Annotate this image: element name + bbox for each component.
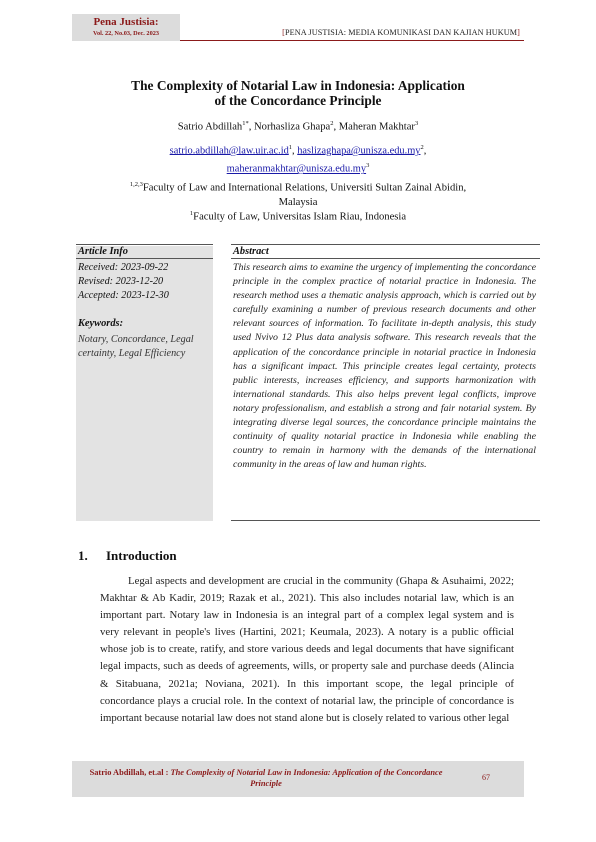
paper-title <box>80 78 516 108</box>
accepted-date: Accepted: 2023-12-30 <box>78 290 169 302</box>
abstract-sub-rule <box>231 258 540 259</box>
keywords-heading: Keywords: <box>78 318 124 329</box>
author-emails: $satrio.abdillah@law.uir.ac.id^1$, $haslizaghapa@unisza.edu.my^2$, $maheranmakhtar@unisza.edu.my^3$ <box>169 144 427 175</box>
section-number: 1. <box>78 548 88 563</box>
journal-badge <box>72 14 180 41</box>
abstract-text: This research aims to examine the urgency of implementing the concordance principle in the complex practice of notarial practice in Indonesia. The research method uses a thematic analysis approach, which is carried out by carefully examining a number of previous research documents and other relevant sources of information. To facilitate in-depth analysis, this study used Nvivo 12 Plus data analysis software. This research reveals that the application of the concordance principle in notarial practice in Indonesia has a significant impact. This principle creates legal certainty, protects public interests, increases efficiency, and supports harmonization with international standards. This also helps prevent legal conflicts, improve notary professionalism, and establish a strong and fair notarial system. By integrating diverse legal sources, the concordance principle maintains the continuity of quality notarial practice in Indonesia while enabling the country to remain in harmony with the demands of the international community in the areas of law and human rights. <box>233 262 536 471</box>
article-info-heading: Article Info <box>78 246 128 257</box>
email-link-3[interactable]: maheranmakhtar@unisza.edu.my <box>226 163 367 175</box>
received-date: Received: 2023-09-22 <box>78 262 169 273</box>
volume-info: Vol. 22, No.03, Dec. 2023 <box>92 30 160 37</box>
paper-title-line-2: of the Concordance Principle <box>214 93 382 108</box>
page-footer <box>72 761 524 797</box>
intro-paragraph: Legal aspects and development are crucial in the community (Ghapa & Asuhaimi, 2022; Makhtar & Ab Kadir, 2019; Razak et al., 2021). This also includes notarial law, which is an important part. Notary law in Indonesia is an integral part of a complex legal system and is very relevant in people's lives (Hartini, 2021; Keumala, 2023). A notary is a public official whose job is to create, ratify, and store various deeds and legal documents that have significant legal impacts, such as deeds of agreements, wills, or property sale and purchase deeds (Alincia & Sitabuana, 2021a; Noviana, 2021). In this important scope, the legal principle of concordance plays a crucial role. In the context of notarial law, the principle of concordance is important because notarial law does not stand alone but is closely related to various other legal <box>100 575 514 724</box>
keywords-list: Notary, Concordance, Legal certainty, Legal Efficiency <box>78 334 194 360</box>
footer-title: The Complexity of Notarial Law in Indonesia: Application of the Concordance Principle <box>170 768 443 788</box>
article-info-top-rule <box>76 244 213 245</box>
article-dates <box>78 261 169 304</box>
paper-title-line-1: The Complexity of Notarial Law in Indonesia: Application <box>131 78 465 93</box>
author-list: Satrio Abdillah$^{1*}$, Norhasliza Ghapa$^2$, Maheran Makhtar$^3$ <box>177 120 419 133</box>
footer-authors: Satrio Abdillah, et.al : <box>89 768 169 777</box>
revised-date: Revised: 2023-12-20 <box>78 276 164 288</box>
email-link-1[interactable]: satrio.abdillah@law.uir.ac.id <box>169 145 289 157</box>
running-title: [PENA JUSTISIA: MEDIA KOMUNIKASI DAN KAJIAN HUKUM] <box>282 28 520 37</box>
footer-citation <box>80 767 452 789</box>
abstract-top-rule <box>231 244 540 245</box>
email-link-2[interactable]: haslizaghapa@unisza.edu.my <box>297 145 421 157</box>
section-title: Introduction <box>106 548 177 563</box>
running-title-text: PENA JUSTISIA: MEDIA KOMUNIKASI DAN KAJIAN HUKUM <box>284 28 518 37</box>
section-heading <box>78 548 177 564</box>
article-info-sub-rule <box>76 258 213 259</box>
header-rule <box>180 40 524 41</box>
journal-name: Pena Justisia: <box>93 16 159 28</box>
affiliation-2: $^1$Faculty of Law, Universitas Islam Riau, Indonesia <box>189 210 407 223</box>
page-number: 67 <box>482 773 490 782</box>
affiliation-1: $^{1,2,3}$Faculty of Law and International Relations, Universiti Sultan Zainal Abidin, Malaysia <box>129 181 467 208</box>
abstract-bottom-rule <box>231 520 540 521</box>
abstract-heading: Abstract <box>233 246 269 257</box>
